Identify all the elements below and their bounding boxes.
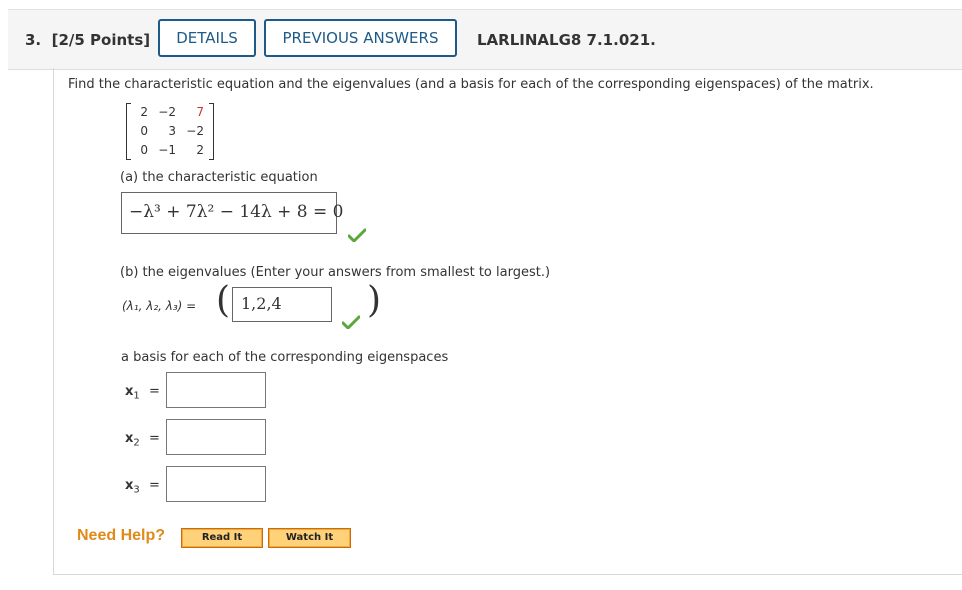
- part-a-label: (a) the characteristic equation: [120, 170, 318, 185]
- details-button[interactable]: DETAILS: [158, 19, 256, 57]
- matrix-cell: −2: [158, 105, 176, 119]
- correct-check-icon: [348, 228, 366, 242]
- question-number: 3. [2/5 Points]: [25, 31, 151, 49]
- lambdas-label: (λ₁, λ₂, λ₃) =: [122, 299, 197, 313]
- need-help-label: Need Help?: [77, 527, 166, 544]
- question-content: [53, 68, 962, 575]
- x2-label: $x_2$: [125, 431, 140, 449]
- matrix-cell: 0: [140, 143, 148, 157]
- matrix-cell: 0: [140, 124, 148, 138]
- read-it-button[interactable]: [181, 528, 263, 548]
- x3-label: $x_3$: [125, 478, 140, 496]
- characteristic-equation-answer[interactable]: −λ³ + 7λ² − 14λ + 8 = 0: [121, 192, 337, 234]
- watch-it-label: Watch It: [270, 530, 349, 546]
- left-paren: (: [216, 280, 231, 321]
- basis-label: a basis for each of the corresponding eigenspaces: [121, 350, 449, 365]
- equals-sign: =: [149, 431, 160, 446]
- previous-answers-button[interactable]: PREVIOUS ANSWERS: [264, 19, 457, 57]
- right-paren: ): [367, 280, 382, 321]
- equals-sign: =: [149, 478, 160, 493]
- read-it-label: Read It: [183, 530, 261, 546]
- matrix-right-bracket: [209, 103, 214, 160]
- matrix-cell: 2: [196, 143, 204, 157]
- x1-input[interactable]: [166, 372, 266, 408]
- problem-prompt: Find the characteristic equation and the eigenvalues (and a basis for each of the corresponding eigenspaces) of the matrix.: [68, 77, 874, 92]
- points-label: [2/5 Points]: [51, 31, 151, 49]
- eigenvalues-answer[interactable]: 1,2,4: [232, 287, 332, 322]
- correct-check-icon: [342, 315, 360, 329]
- problem-code: LARLINALG8 7.1.021.: [477, 31, 656, 49]
- matrix-cell: 2: [140, 105, 148, 119]
- x2-input[interactable]: [166, 419, 266, 455]
- equals-sign: =: [149, 384, 160, 399]
- x3-input[interactable]: [166, 466, 266, 502]
- watch-it-button[interactable]: [268, 528, 351, 548]
- matrix-cell: 3: [168, 124, 176, 138]
- matrix-cell: −1: [158, 143, 176, 157]
- question-header: [8, 9, 962, 70]
- matrix: [124, 103, 216, 159]
- x1-label: $x_1$: [125, 384, 140, 402]
- matrix-cell: −2: [186, 124, 204, 138]
- part-b-label: (b) the eigenvalues (Enter your answers from smallest to largest.): [120, 265, 551, 280]
- matrix-cell: 7: [196, 105, 204, 119]
